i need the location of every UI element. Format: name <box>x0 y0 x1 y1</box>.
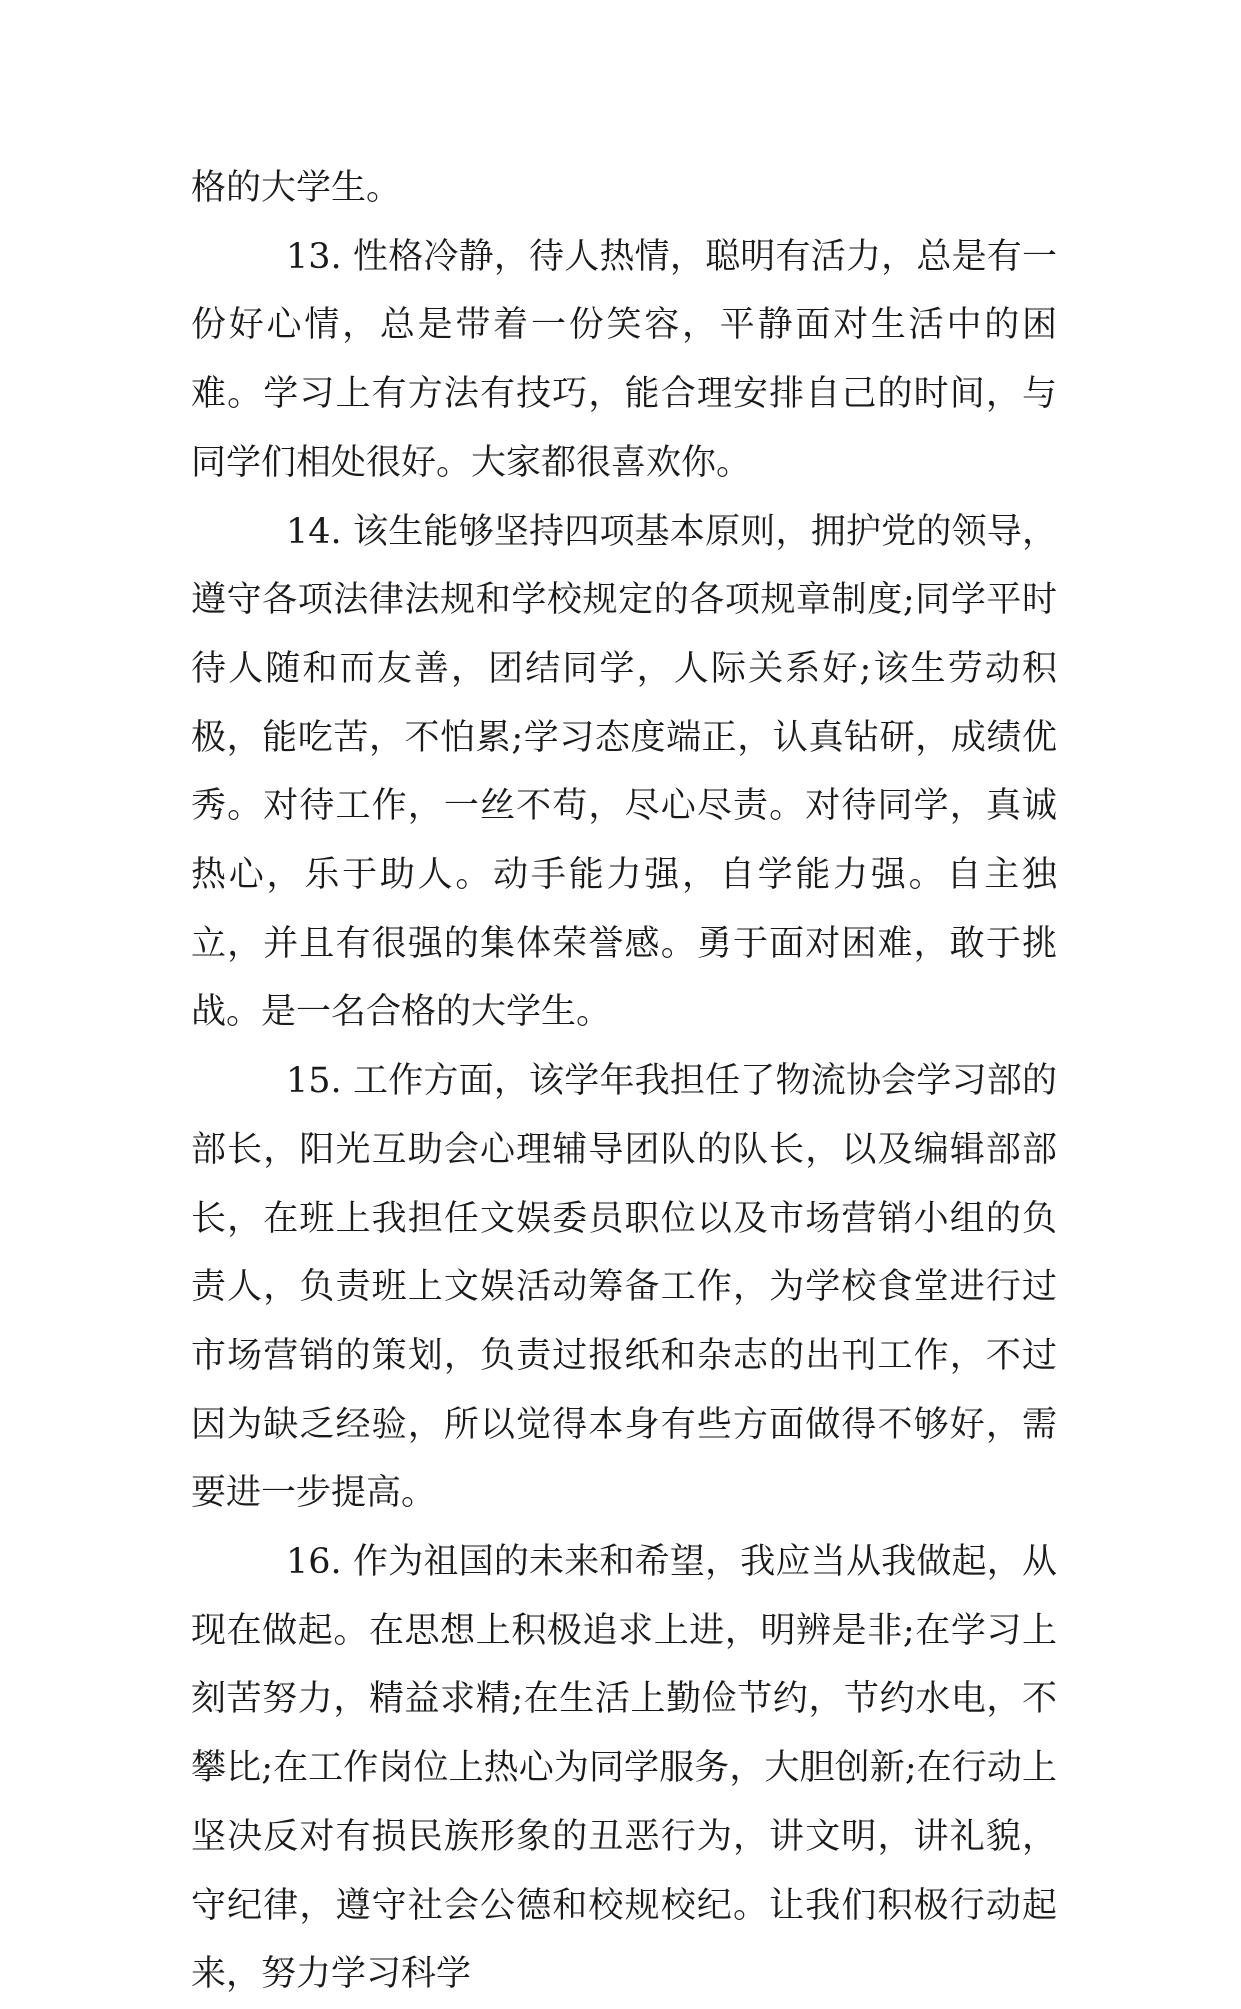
paragraph-item-14: 14. 该生能够坚持四项基本原则，拥护党的领导，遵守各项法律法规和学校规定的各项规章制度;同学平时待人随和而友善，团结同学，人际关系好;该生劳动积极，能吃苦，不怕累;学习态度端正，认真钻研，成绩优秀。对待工作，一丝不苟，尽心尽责。对待同学，真诚热心，乐于助人。动手能力强，自学能力强。自主独立，并且有很强的集体荣誉感。勇于面对困难，敢于挑战。是一名合格的大学生。 <box>191 511 1057 1033</box>
paragraph-item-16: 16. 作为祖国的未来和希望，我应当从我做起，从现在做起。在思想上积极追求上进，明辨是非;在学习上刻苦努力，精益求精;在生活上勤俭节约，节约水电，不攀比;在工作岗位上热心为同学服务，大胆创新;在行动上坚决反对有损民族形象的丑恶行为，讲文明，讲礼貌，守纪律，遵守社会公德和校规校纪。让我们积极行动起来，努力学习科学 <box>191 1542 1057 1995</box>
paragraph-item-15: 15. 工作方面，该学年我担任了物流协会学习部的部长，阳光互助会心理辅导团队的队长，以及编辑部部长，在班上我担任文娱委员职位以及市场营销小组的负责人，负责班上文娱活动筹备工作，为学校食堂进行过市场营销的策划，负责过报纸和杂志的出刊工作，不过因为缺乏经验，所以觉得本身有些方面做得不够好，需要进一步提高。 <box>191 1061 1057 1514</box>
paragraph-item-13: 13. 性格冷静，待人热情，聪明有活力，总是有一份好心情，总是带着一份笑容，平静面对生活中的困难。学习上有方法有技巧，能合理安排自己的时间，与同学们相处很好。大家都很喜欢你。 <box>191 236 1057 483</box>
paragraph-continuation: 格的大学生。 <box>191 168 402 208</box>
document-body <box>191 154 1057 2009</box>
